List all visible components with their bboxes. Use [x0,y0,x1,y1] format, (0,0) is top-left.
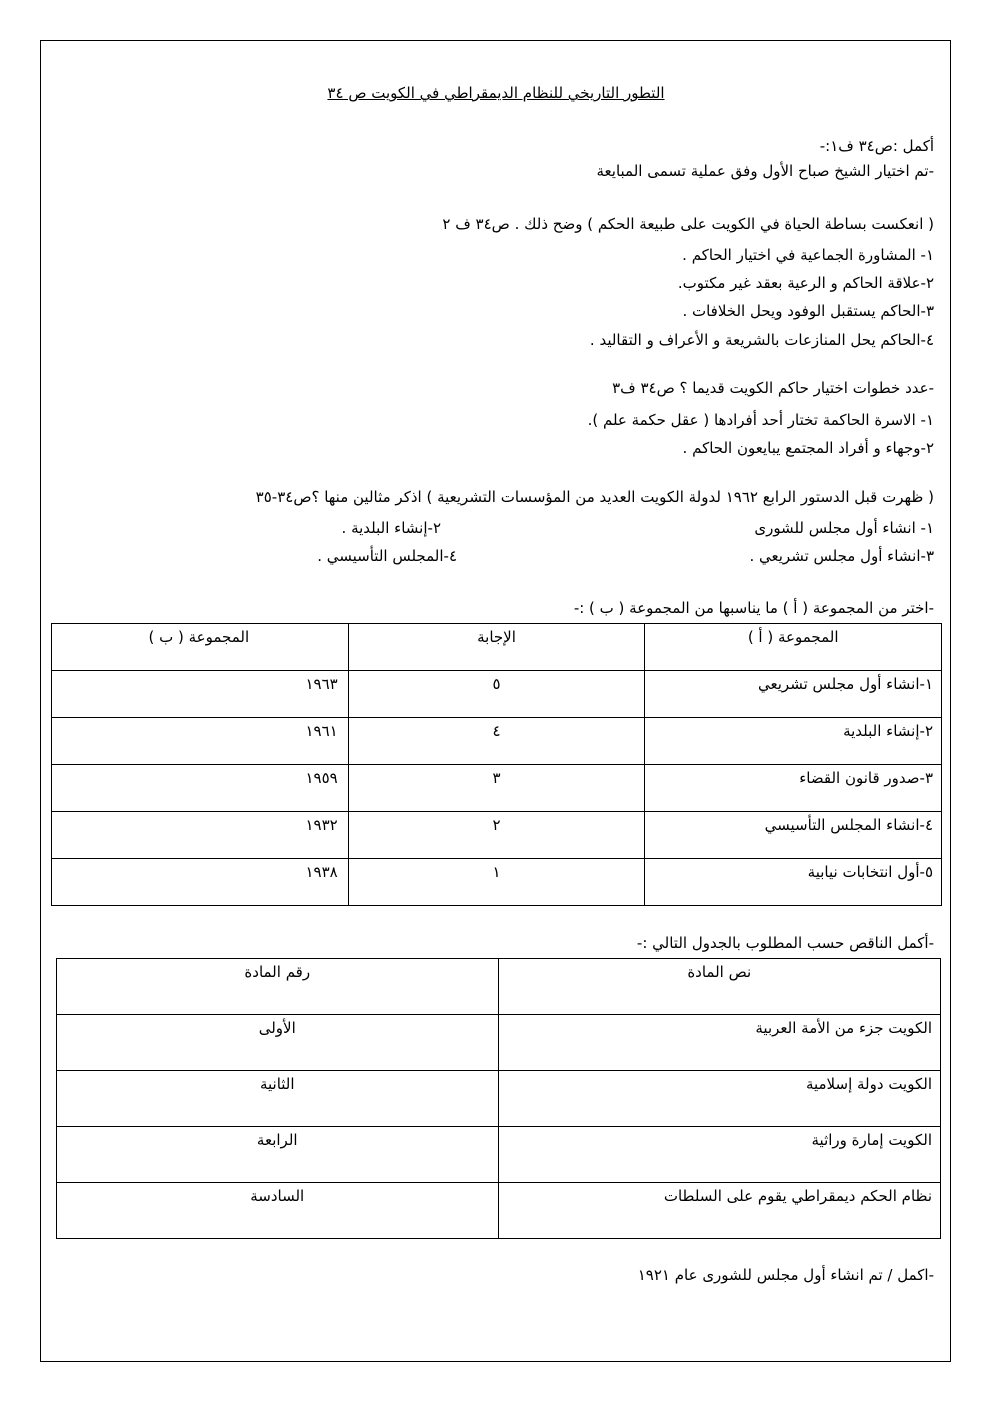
article-number-cell: السادسة [57,1183,499,1239]
q2-question: ( انعكست بساطة الحياة في الكويت على طبيعة الحكم ) وضح ذلك . ص٣٤ ف ٢ [442,215,934,233]
header-group-a: المجموعة ( أ ) [645,624,942,671]
table-row [52,718,942,765]
article-text-cell: الكويت إمارة وراثية [498,1127,941,1183]
q2-answer: ٢-علاقة الحاكم و الرعية بعقد غير مكتوب. [677,274,934,292]
table-row [52,859,942,906]
q4-answer-2: ٢-إنشاء البلدية . [341,519,441,537]
group-a-cell: ١-انشاء أول مجلس تشريعي [645,671,942,718]
group-a-cell: ٤-انشاء المجلس التأسيسي [645,812,942,859]
table-header-row [57,959,941,1015]
header-answer: الإجابة [348,624,645,671]
table-row [57,1015,941,1071]
q4-answer-4: ٤-المجلس التأسيسي . [317,547,457,565]
table-row [57,1183,941,1239]
group-b-cell: ١٩٣٢ [52,812,349,859]
matching-table [51,623,942,906]
q2-answer: ٣-الحاكم يستقبل الوفود ويحل الخلافات . [682,302,934,320]
q1-heading: أكمل :ص٣٤ ف١:- [819,137,934,155]
article-number-cell: الأولى [57,1015,499,1071]
q3-question: -عدد خطوات اختيار حاكم الكويت قديما ؟ ص٣٤ ف٣ [612,379,934,397]
group-a-cell: ٥-أول انتخابات نيابية [645,859,942,906]
q2-answer: ٤-الحاكم يحل المنازعات بالشريعة و الأعراف و التقاليد . [589,331,934,349]
answer-cell: ١ [348,859,645,906]
header-group-b: المجموعة ( ب ) [52,624,349,671]
articles-table [56,958,941,1239]
table-row [52,671,942,718]
article-text-cell: الكويت دولة إسلامية [498,1071,941,1127]
table-header-row [52,624,942,671]
match-instruction: -اختر من المجموعة ( أ ) ما يناسبها من المجموعة ( ب ) :- [573,599,934,617]
answer-cell: ٢ [348,812,645,859]
q2-answer: ١- المشاورة الجماعية في اختيار الحاكم . [682,246,934,264]
article-number-cell: الرابعة [57,1127,499,1183]
group-a-cell: ٢-إنشاء البلدية [645,718,942,765]
article-text-cell: الكويت جزء من الأمة العربية [498,1015,941,1071]
page-title: التطور التاريخي للنظام الديمقراطي في الكويت ص ٣٤ [327,84,665,102]
articles-instruction: -أكمل الناقص حسب المطلوب بالجدول التالي :- [636,934,934,952]
final-line: -اكمل / تم انشاء أول مجلس للشورى عام ١٩٢١ [637,1266,934,1284]
header-article-text: نص المادة [498,959,941,1015]
q1-line: -تم اختيار الشيخ صباح الأول وفق عملية تسمى المبايعة [596,162,934,180]
answer-cell: ٣ [348,765,645,812]
table-row [57,1127,941,1183]
q4-answer-1: ١- انشاء أول مجلس للشورى [754,519,934,537]
answer-cell: ٥ [348,671,645,718]
table-row [52,765,942,812]
group-b-cell: ١٩٥٩ [52,765,349,812]
header-article-number: رقم المادة [57,959,499,1015]
answer-cell: ٤ [348,718,645,765]
article-text-cell: نظام الحكم ديمقراطي يقوم على السلطات [498,1183,941,1239]
group-b-cell: ١٩٦١ [52,718,349,765]
q4-question: ( ظهرت قبل الدستور الرابع ١٩٦٢ لدولة الكويت العديد من المؤسسات التشريعية ) اذكر مثالين منها ؟ص٣٤-٣٥ [255,488,934,506]
q3-answer: ١- الاسرة الحاكمة تختار أحد أفرادها ( عقل حكمة علم ). [587,411,934,429]
table-row [57,1071,941,1127]
group-b-cell: ١٩٣٨ [52,859,349,906]
q4-answer-3: ٣-انشاء أول مجلس تشريعي . [749,547,934,565]
group-b-cell: ١٩٦٣ [52,671,349,718]
article-number-cell: الثانية [57,1071,499,1127]
group-a-cell: ٣-صدور قانون القضاء [645,765,942,812]
table-row [52,812,942,859]
q3-answer: ٢-وجهاء و أفراد المجتمع يبايعون الحاكم . [682,439,934,457]
